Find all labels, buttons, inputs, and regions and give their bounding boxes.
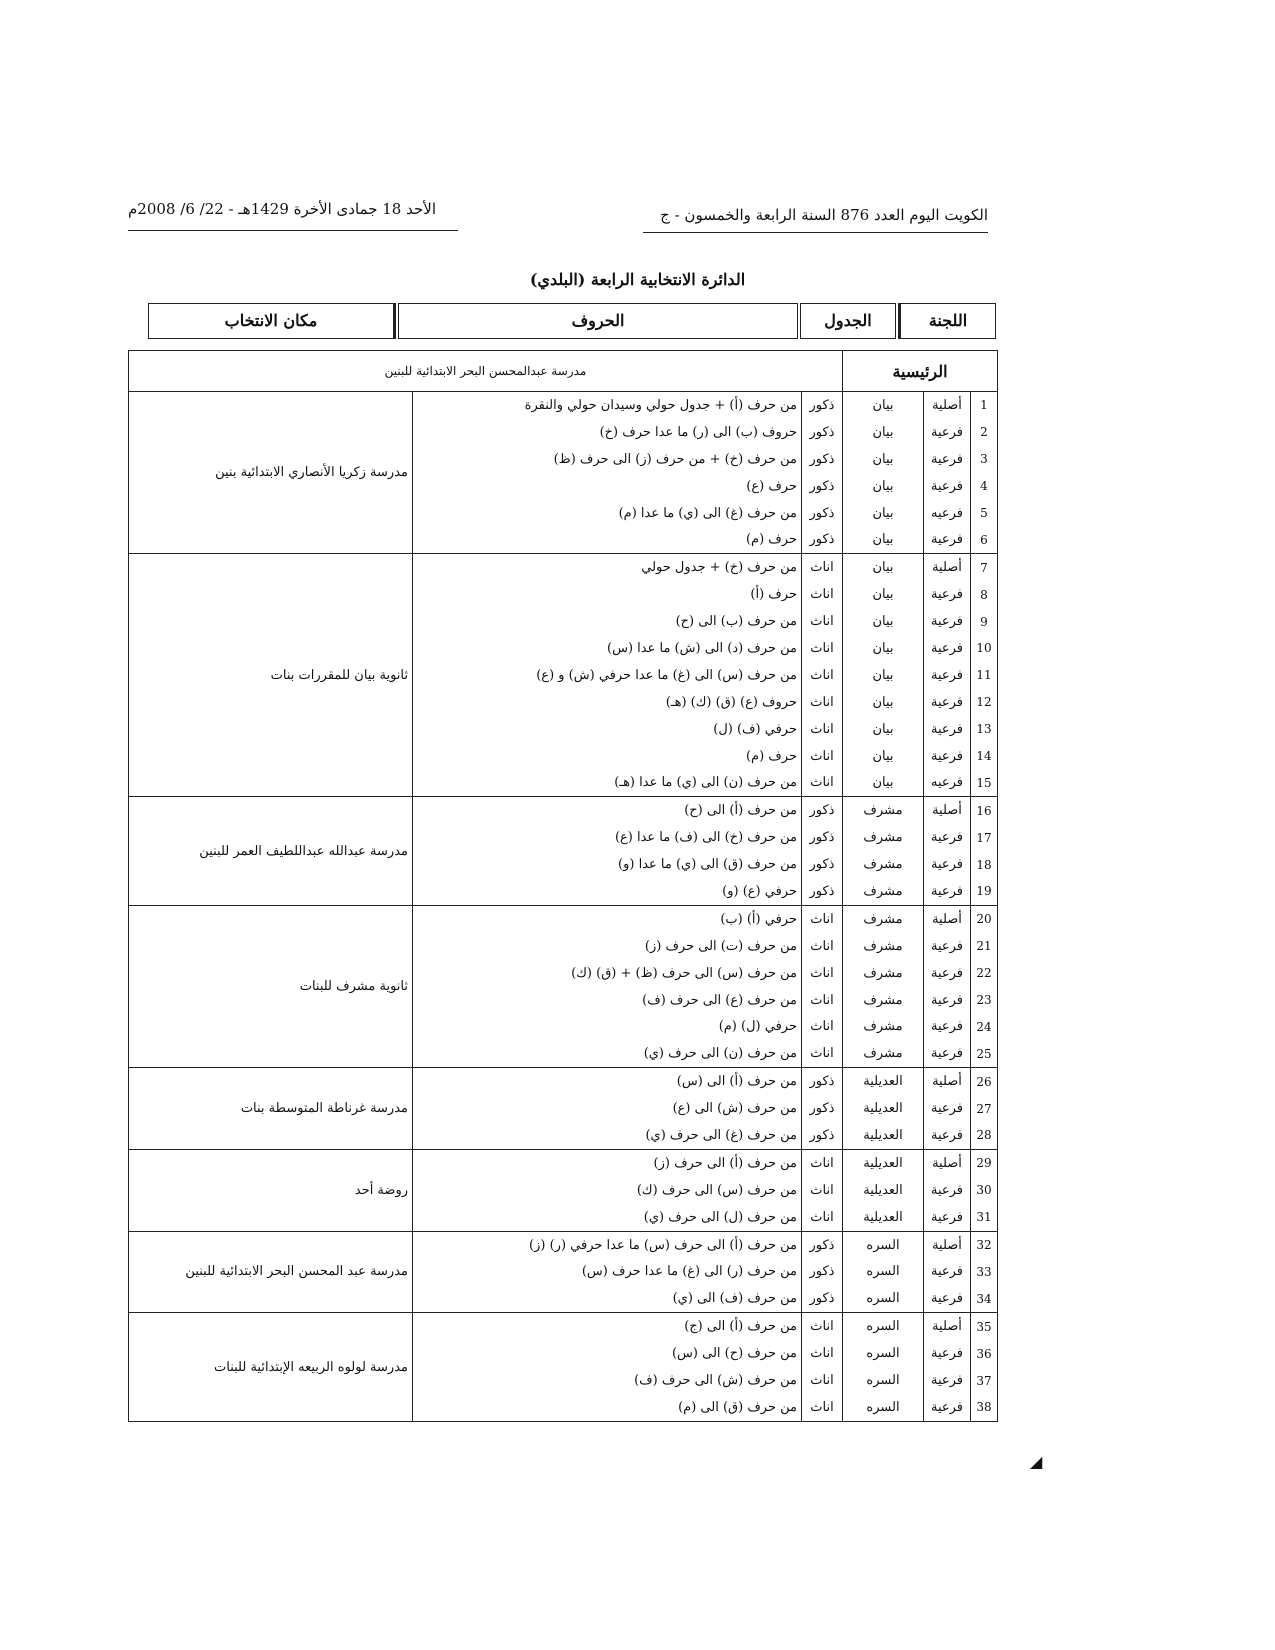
row-letters: من حرف (غ) الى (ي) ما عدا (م) (413, 500, 802, 527)
row-letters: من حرف (ش) الى (ع) (413, 1095, 802, 1122)
row-type: فرعية (924, 581, 971, 608)
row-number: 34 (971, 1285, 998, 1312)
page-header (128, 196, 988, 236)
row-area: العديلية (843, 1068, 924, 1095)
row-area: بيان (843, 769, 924, 796)
row-area: بيان (843, 500, 924, 527)
row-number: 2 (971, 419, 998, 446)
row-gender: اناث (802, 608, 843, 635)
row-number: 7 (971, 554, 998, 581)
row-letters: من حرف (س) الى حرف (ك) (413, 1177, 802, 1204)
row-number: 11 (971, 662, 998, 689)
row-gender: اناث (802, 1340, 843, 1367)
row-gender: اناث (802, 743, 843, 770)
row-number: 32 (971, 1231, 998, 1258)
polling-location: مدرسة عبدالله عبداللطيف العمر للبنين (129, 797, 413, 906)
row-area: مشرف (843, 1040, 924, 1067)
col-header-table: الجدول (800, 303, 896, 339)
row-type: فرعية (924, 743, 971, 770)
row-gender: ذكور (802, 392, 843, 419)
row-gender: ذكور (802, 1285, 843, 1312)
row-number: 26 (971, 1068, 998, 1095)
row-area: مشرف (843, 1013, 924, 1040)
row-type: أصلية (924, 1068, 971, 1095)
row-letters: من حرف (أ) الى (ح) (413, 797, 802, 824)
row-number: 27 (971, 1095, 998, 1122)
row-gender: اناث (802, 1040, 843, 1067)
row-type: فرعية (924, 1340, 971, 1367)
row-gender: ذكور (802, 500, 843, 527)
col-header-location: مكان الانتخاب (148, 303, 396, 339)
row-area: بيان (843, 662, 924, 689)
row-type: فرعية (924, 473, 971, 500)
row-type: فرعية (924, 1394, 971, 1421)
row-letters: من حرف (ت) الى حرف (ز) (413, 933, 802, 960)
row-area: بيان (843, 716, 924, 743)
row-number: 22 (971, 960, 998, 987)
table-row (129, 1313, 998, 1340)
row-type: فرعية (924, 960, 971, 987)
col-header-letters: الحروف (398, 303, 798, 339)
row-number: 3 (971, 446, 998, 473)
row-letters: من حرف (ل) الى حرف (ي) (413, 1204, 802, 1231)
row-gender: اناث (802, 1367, 843, 1394)
row-number: 14 (971, 743, 998, 770)
row-type: فرعية (924, 1013, 971, 1040)
row-letters: من حرف (س) الى حرف (ظ) + (ق) (ك) (413, 960, 802, 987)
row-gender: اناث (802, 689, 843, 716)
row-letters: من حرف (خ) + من حرف (ز) الى حرف (ظ) (413, 446, 802, 473)
row-gender: اناث (802, 769, 843, 796)
row-gender: اناث (802, 1177, 843, 1204)
row-letters: من حرف (أ) الى (ج) (413, 1313, 802, 1340)
row-gender: اناث (802, 1394, 843, 1421)
row-area: مشرف (843, 933, 924, 960)
table-row (129, 554, 998, 581)
row-type: فرعية (924, 1177, 971, 1204)
row-type: أصلية (924, 1313, 971, 1340)
row-letters: من حرف (ن) الى حرف (ي) (413, 1040, 802, 1067)
row-type: فرعية (924, 1122, 971, 1149)
row-type: أصلية (924, 554, 971, 581)
row-letters: حرفي (ل) (م) (413, 1013, 802, 1040)
publication-date: الأحد 18 جمادى الأخرة 1429هـ - 22/ 6/ 2008م (128, 200, 436, 218)
row-type: أصلية (924, 392, 971, 419)
row-letters: حرف (أ) (413, 581, 802, 608)
row-gender: ذكور (802, 419, 843, 446)
row-number: 1 (971, 392, 998, 419)
row-type: فرعية (924, 608, 971, 635)
row-letters: من حرف (ح) الى (س) (413, 1340, 802, 1367)
row-letters: حرف (م) (413, 526, 802, 553)
row-gender: اناث (802, 1204, 843, 1231)
row-number: 33 (971, 1259, 998, 1286)
row-number: 23 (971, 987, 998, 1014)
row-gender: ذكور (802, 1122, 843, 1149)
row-area: بيان (843, 608, 924, 635)
row-letters: من حرف (ق) الى (م) (413, 1394, 802, 1421)
row-letters: حرفي (أ) (ب) (413, 905, 802, 932)
row-number: 18 (971, 851, 998, 878)
row-letters: حرفي (ف) (ل) (413, 716, 802, 743)
row-letters: من حرف (أ) الى حرف (ز) (413, 1149, 802, 1176)
row-gender: اناث (802, 1313, 843, 1340)
row-letters: حرف (م) (413, 743, 802, 770)
row-number: 15 (971, 769, 998, 796)
row-type: أصلية (924, 1231, 971, 1258)
row-area: بيان (843, 419, 924, 446)
row-number: 19 (971, 878, 998, 905)
row-letters: من حرف (ع) الى حرف (ف) (413, 987, 802, 1014)
row-type: فرعية (924, 878, 971, 905)
row-letters: من حرف (ن) الى (ي) ما عدا (هـ) (413, 769, 802, 796)
row-area: السره (843, 1231, 924, 1258)
row-gender: ذكور (802, 824, 843, 851)
row-type: أصلية (924, 905, 971, 932)
row-letters: من حرف (ر) الى (غ) ما عدا حرف (س) (413, 1259, 802, 1286)
row-type: فرعية (924, 1367, 971, 1394)
row-type: فرعية (924, 933, 971, 960)
col-header-committee: اللجنة (898, 303, 996, 339)
row-area: مشرف (843, 824, 924, 851)
row-gender: اناث (802, 960, 843, 987)
polling-location: مدرسة غرناطة المتوسطة بنات (129, 1068, 413, 1150)
row-letters: حرف (ع) (413, 473, 802, 500)
main-committee-row (129, 351, 998, 392)
row-number: 24 (971, 1013, 998, 1040)
row-gender: اناث (802, 1013, 843, 1040)
row-number: 16 (971, 797, 998, 824)
row-gender: اناث (802, 905, 843, 932)
row-area: بيان (843, 526, 924, 553)
row-area: بيان (843, 473, 924, 500)
row-type: أصلية (924, 1149, 971, 1176)
row-letters: من حرف (أ) الى حرف (س) ما عدا حرفي (ر) (ز) (413, 1231, 802, 1258)
row-type: فرعية (924, 419, 971, 446)
row-area: مشرف (843, 905, 924, 932)
row-letters: من حرف (خ) الى (ف) ما عدا (ع) (413, 824, 802, 851)
row-number: 13 (971, 716, 998, 743)
row-area: العديلية (843, 1095, 924, 1122)
row-gender: ذكور (802, 1095, 843, 1122)
row-area: السره (843, 1285, 924, 1312)
row-number: 35 (971, 1313, 998, 1340)
publication-info: الكويت اليوم العدد 876 السنة الرابعة والخمسون - ج (660, 206, 988, 224)
row-area: مشرف (843, 878, 924, 905)
row-number: 36 (971, 1340, 998, 1367)
row-letters: من حرف (غ) الى حرف (ي) (413, 1122, 802, 1149)
row-number: 20 (971, 905, 998, 932)
row-letters: من حرف (أ) + جدول حولي وسيدان حولي والنقرة (413, 392, 802, 419)
committees-table (128, 350, 998, 1422)
table-row (129, 1068, 998, 1095)
row-letters: من حرف (ق) الى (ي) ما عدا (و) (413, 851, 802, 878)
row-gender: ذكور (802, 1259, 843, 1286)
row-gender: اناث (802, 635, 843, 662)
table-row (129, 1149, 998, 1176)
header-rule-right (643, 232, 988, 233)
row-area: العديلية (843, 1122, 924, 1149)
row-number: 9 (971, 608, 998, 635)
row-type: فرعيه (924, 500, 971, 527)
row-gender: اناث (802, 662, 843, 689)
row-letters: من حرف (أ) الى (س) (413, 1068, 802, 1095)
table-row (129, 905, 998, 932)
header-rule-left (128, 230, 458, 231)
row-number: 12 (971, 689, 998, 716)
row-gender: ذكور (802, 1068, 843, 1095)
row-area: بيان (843, 635, 924, 662)
row-gender: اناث (802, 581, 843, 608)
row-letters: من حرف (د) الى (ش) ما عدا (س) (413, 635, 802, 662)
row-type: فرعية (924, 1259, 971, 1286)
row-area: بيان (843, 581, 924, 608)
row-gender: ذكور (802, 878, 843, 905)
row-number: 21 (971, 933, 998, 960)
row-number: 37 (971, 1367, 998, 1394)
row-type: فرعية (924, 987, 971, 1014)
row-number: 6 (971, 526, 998, 553)
row-number: 25 (971, 1040, 998, 1067)
polling-location: مدرسة زكريا الأنصاري الابتدائية بنين (129, 392, 413, 554)
row-type: فرعية (924, 1285, 971, 1312)
row-gender: ذكور (802, 446, 843, 473)
row-type: فرعية (924, 635, 971, 662)
main-committee-school: مدرسة عبدالمحسن البحر الابتدائية للبنين (129, 351, 843, 392)
row-area: السره (843, 1259, 924, 1286)
row-type: فرعية (924, 689, 971, 716)
polling-location: ثانوية بيان للمقررات بنات (129, 554, 413, 797)
row-area: مشرف (843, 797, 924, 824)
row-type: فرعية (924, 1095, 971, 1122)
corner-mark: ◢ (1030, 1452, 1043, 1471)
row-number: 10 (971, 635, 998, 662)
row-area: مشرف (843, 960, 924, 987)
row-gender: ذكور (802, 797, 843, 824)
row-letters: من حرف (ب) الى (ح) (413, 608, 802, 635)
row-area: السره (843, 1313, 924, 1340)
row-type: فرعية (924, 824, 971, 851)
row-gender: اناث (802, 933, 843, 960)
row-gender: اناث (802, 987, 843, 1014)
row-gender: اناث (802, 716, 843, 743)
row-number: 28 (971, 1122, 998, 1149)
row-area: بيان (843, 392, 924, 419)
row-number: 17 (971, 824, 998, 851)
row-number: 5 (971, 500, 998, 527)
main-committee-label: الرئيسية (843, 351, 998, 392)
row-gender: اناث (802, 554, 843, 581)
row-number: 31 (971, 1204, 998, 1231)
row-area: بيان (843, 554, 924, 581)
row-area: العديلية (843, 1177, 924, 1204)
column-headers (128, 303, 996, 343)
row-area: بيان (843, 446, 924, 473)
row-number: 30 (971, 1177, 998, 1204)
table-row (129, 797, 998, 824)
document-title: الدائرة الانتخابية الرابعة (البلدي) (529, 270, 746, 289)
row-area: بيان (843, 689, 924, 716)
row-area: السره (843, 1340, 924, 1367)
row-type: فرعية (924, 716, 971, 743)
row-type: فرعية (924, 662, 971, 689)
polling-location: مدرسة لولوه الربيعه الإبتدائية للبنات (129, 1313, 413, 1422)
row-letters: من حرف (خ) + جدول حولي (413, 554, 802, 581)
polling-location: روضة أحد (129, 1149, 413, 1231)
row-area: السره (843, 1367, 924, 1394)
row-number: 4 (971, 473, 998, 500)
row-letters: من حرف (ف) الى (ي) (413, 1285, 802, 1312)
table-row (129, 392, 998, 419)
table-row (129, 1231, 998, 1258)
row-area: مشرف (843, 987, 924, 1014)
row-letters: من حرف (س) الى (غ) ما عدا حرفي (ش) و (ع) (413, 662, 802, 689)
row-area: السره (843, 1394, 924, 1421)
row-type: أصلية (924, 797, 971, 824)
row-letters: من حرف (ش) الى حرف (ف) (413, 1367, 802, 1394)
row-area: العديلية (843, 1149, 924, 1176)
polling-location: مدرسة عبد المحسن البحر الابتدائية للبنين (129, 1231, 413, 1313)
polling-location: ثانوية مشرف للبنات (129, 905, 413, 1067)
row-type: فرعية (924, 446, 971, 473)
row-type: فرعيه (924, 769, 971, 796)
row-gender: ذكور (802, 1231, 843, 1258)
row-type: فرعية (924, 1204, 971, 1231)
row-area: العديلية (843, 1204, 924, 1231)
row-number: 8 (971, 581, 998, 608)
row-type: فرعية (924, 851, 971, 878)
row-letters: حروف (ع) (ق) (ك) (هـ) (413, 689, 802, 716)
row-gender: ذكور (802, 473, 843, 500)
row-number: 29 (971, 1149, 998, 1176)
row-type: فرعية (924, 1040, 971, 1067)
row-area: مشرف (843, 851, 924, 878)
row-gender: ذكور (802, 851, 843, 878)
row-letters: حروف (ب) الى (ر) ما عدا حرف (خ) (413, 419, 802, 446)
row-number: 38 (971, 1394, 998, 1421)
row-type: فرعية (924, 526, 971, 553)
row-area: بيان (843, 743, 924, 770)
row-gender: اناث (802, 1149, 843, 1176)
row-letters: حرفي (ع) (و) (413, 878, 802, 905)
row-gender: ذكور (802, 526, 843, 553)
